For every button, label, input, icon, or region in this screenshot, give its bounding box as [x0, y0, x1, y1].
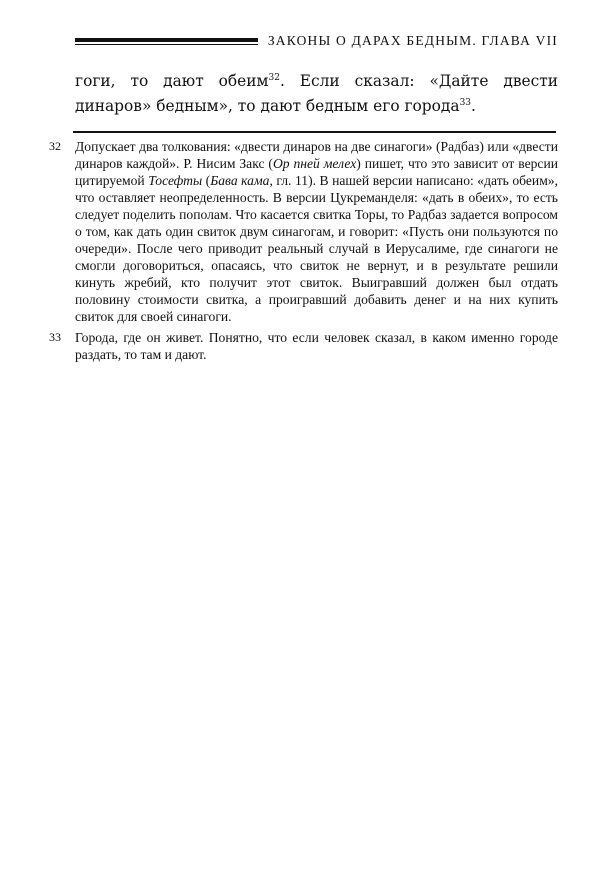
footnote-text: Города, где он живет. Понятно, что если человек сказал, в каком именно городе раздать, то там и дают. [75, 330, 558, 362]
footnote-ref-33[interactable]: 33 [459, 98, 472, 108]
footnote-text: ) пишет, что это зависит от версии цитируемой [75, 156, 558, 188]
footnote-number: 32 [49, 139, 61, 153]
footnotes-section [44, 138, 558, 367]
body-text-part: . Если сказал: «Дайте двести динаров» бедным», то дают бедным его города [75, 72, 558, 115]
footnote-ref-32[interactable]: 32 [268, 73, 280, 83]
footnote-32 [44, 138, 558, 325]
footnote-italic-title: Бава кама [210, 173, 270, 188]
header-rule-thick [75, 38, 258, 42]
main-body-text [75, 69, 558, 119]
footnote-number: 33 [49, 330, 61, 344]
body-text-part: . [471, 97, 476, 115]
body-paragraph [75, 69, 558, 119]
header-decorative-rule [75, 38, 258, 45]
footnote-text: Допускает два толкования: «двести динаров на две синагоги» (Радбаз) или «двести динаров каждой». Р. Нисим Закс ( [75, 139, 558, 171]
footnote-separator [73, 131, 556, 133]
chapter-title: ЗАКОНЫ О ДАРАХ БЕДНЫМ. ГЛАВА VII [267, 33, 558, 48]
header-rule-thin [75, 44, 258, 45]
body-text-part: гоги, то дают обеим [75, 72, 269, 90]
running-header [75, 30, 558, 52]
footnote-italic-title: Ор пней мелех [272, 156, 357, 171]
footnote-text: ( [202, 173, 211, 188]
footnote-italic-title: Тосефты [148, 173, 203, 188]
footnote-33 [44, 329, 558, 363]
footnote-text: , гл. 11). В нашей версии написано: «дать обеим», что оставляет неопределенность. В версии Цукреманделя: «дать в обеих», то есть следует поделить пополам. Что касается свитка Торы, то Радбаз задается вопросом о том, как дать один свиток двум синагогам, и говорит: «Пусть они пользуются по очереди». После чего приводит реальный случай в Иерусалиме, где синагоги не смогли договориться, опасаясь, что свиток не вернут, и в результате решили кинуть жребий, кто получит этот свиток. Выигравший должен был отдать половину стоимости свитка, а проигравший добавить денег и на них купить свиток для своей синагоги. [75, 173, 558, 324]
